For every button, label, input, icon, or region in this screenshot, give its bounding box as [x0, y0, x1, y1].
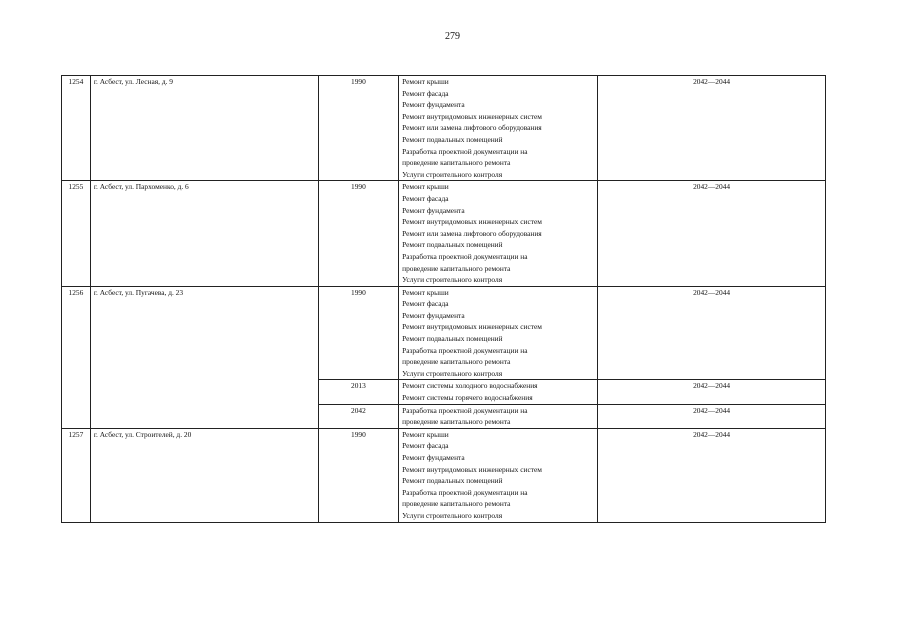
planned-period: 2042—2044: [598, 181, 826, 286]
work-item: Ремонт фасада: [402, 441, 449, 451]
planned-period: 2042—2044: [598, 286, 826, 380]
work-item: Ремонт внутридомовых инженерных систем: [402, 464, 542, 474]
building-address: г. Асбест, ул. Пархоменко, д. 6: [90, 181, 318, 286]
commission-year: 2042: [318, 404, 398, 428]
work-item: Услуги строительного контроля: [402, 275, 503, 285]
table-row: [62, 76, 826, 181]
building-address: г. Асбест, ул. Строителей, д. 20: [90, 428, 318, 522]
work-item: Ремонт крыши: [402, 182, 449, 192]
work-item: Ремонт системы холодного водоснабжения: [402, 381, 538, 391]
work-item: Услуги строительного контроля: [402, 368, 503, 378]
table-row: [62, 181, 826, 286]
work-item: Ремонт внутридомовых инженерных систем: [402, 322, 542, 332]
works-list: [399, 380, 598, 404]
work-item: Ремонт крыши: [402, 287, 449, 297]
works-list: [399, 428, 598, 522]
planned-period: 2042—2044: [598, 380, 826, 404]
works-list: [399, 181, 598, 286]
work-item: Ремонт крыши: [402, 429, 449, 439]
planned-period: 2042—2044: [598, 428, 826, 522]
work-item: Ремонт фасада: [402, 299, 449, 309]
building-address: г. Асбест, ул. Пугачева, д. 23: [90, 286, 318, 428]
work-item: проведение капитального ремонта: [402, 417, 511, 427]
work-item: Услуги строительного контроля: [402, 510, 503, 520]
work-item: Ремонт внутридомовых инженерных систем: [402, 111, 542, 121]
row-number: 1255: [62, 181, 91, 286]
work-item: Ремонт внутридомовых инженерных систем: [402, 217, 542, 227]
work-item: Ремонт крыши: [402, 77, 449, 86]
work-item: Ремонт или замена лифтового оборудования: [402, 123, 542, 133]
work-item: Ремонт фасада: [402, 88, 449, 98]
planned-period: 2042—2044: [598, 404, 826, 428]
work-item: Услуги строительного контроля: [402, 169, 503, 179]
work-item: Ремонт фундамента: [402, 205, 465, 215]
row-number: 1257: [62, 428, 91, 522]
works-list: [399, 404, 598, 428]
works-list: [399, 76, 598, 181]
work-item: Разработка проектной документации на: [402, 487, 528, 497]
work-item: проведение капитального ремонта: [402, 357, 511, 367]
planned-period: 2042—2044: [598, 76, 826, 181]
commission-year: 1990: [318, 428, 398, 522]
commission-year: 1990: [318, 181, 398, 286]
table-row: [62, 428, 826, 522]
works-list: [399, 286, 598, 380]
work-item: Разработка проектной документации на: [402, 405, 528, 415]
work-item: проведение капитального ремонта: [402, 499, 511, 509]
work-item: Ремонт подвальных помещений: [402, 476, 503, 486]
work-item: Ремонт системы горячего водоснабжения: [402, 393, 533, 403]
building-address: г. Асбест, ул. Лесная, д. 9: [90, 76, 318, 181]
row-number: 1256: [62, 286, 91, 428]
page-number: 279: [445, 31, 460, 42]
commission-year: 1990: [318, 286, 398, 380]
work-item: проведение капитального ремонта: [402, 158, 511, 168]
commission-year: 1990: [318, 76, 398, 181]
row-number: 1254: [62, 76, 91, 181]
work-item: Разработка проектной документации на: [402, 345, 528, 355]
work-item: Ремонт подвальных помещений: [402, 134, 503, 144]
work-item: Разработка проектной документации на: [402, 146, 528, 156]
repair-schedule-table: [61, 75, 826, 523]
work-item: Разработка проектной документации на: [402, 251, 528, 261]
table-row: [62, 286, 826, 380]
work-item: Ремонт фундамента: [402, 100, 465, 110]
work-item: Ремонт фасада: [402, 193, 449, 203]
commission-year: 2013: [318, 380, 398, 404]
work-item: Ремонт фундамента: [402, 453, 465, 462]
work-item: проведение капитального ремонта: [402, 263, 511, 273]
work-item: Ремонт или замена лифтового оборудования: [402, 228, 542, 238]
work-item: Ремонт фундамента: [402, 310, 465, 320]
work-item: Ремонт подвальных помещений: [402, 334, 503, 344]
work-item: Ремонт подвальных помещений: [402, 240, 503, 250]
